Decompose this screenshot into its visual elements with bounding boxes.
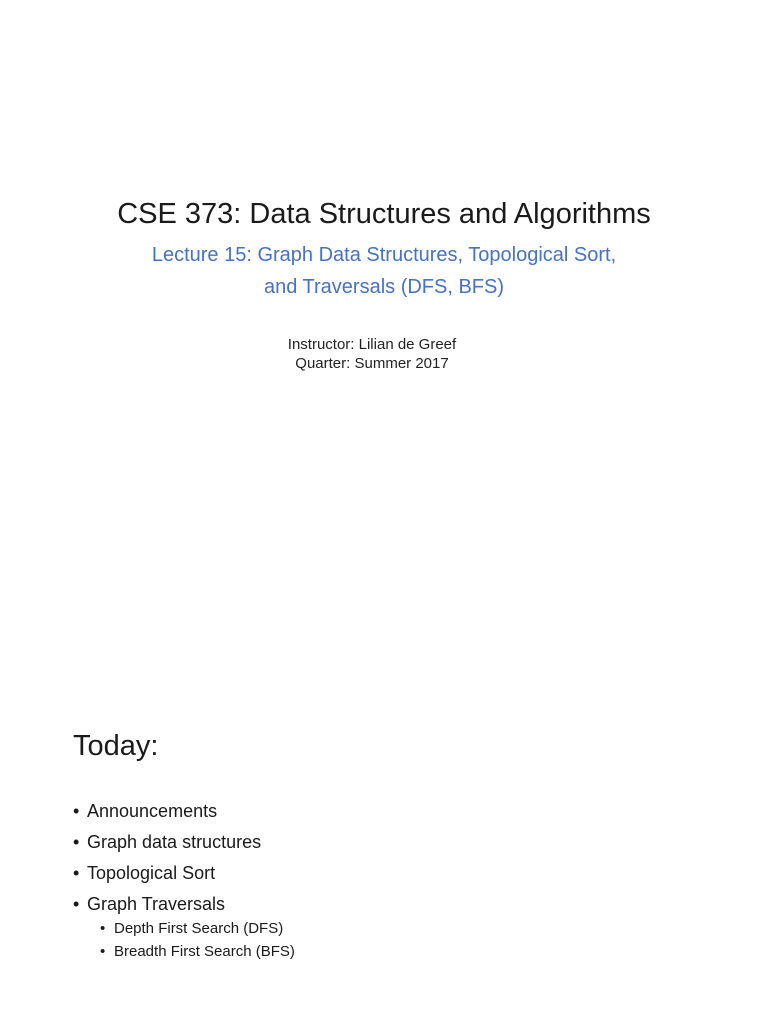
quarter-line: Quarter: Summer 2017: [295, 355, 449, 372]
lecture-subtitle-line-2: and Traversals (DFS, BFS): [263, 276, 505, 298]
lecture-subtitle-line-1: Lecture 15: Graph Data Structures, Topological Sort,: [151, 244, 617, 266]
agenda-item-label: Graph data structures: [87, 832, 262, 852]
course-title: CSE 373: Data Structures and Algorithms: [117, 198, 651, 230]
lecture-subtitle: [0, 239, 768, 303]
agenda-subitem: [100, 917, 295, 940]
agenda-item: [73, 858, 295, 889]
agenda-sublist: [87, 917, 295, 963]
agenda-subitem-label: Depth First Search (DFS): [114, 920, 284, 937]
agenda-subitem: [100, 940, 295, 963]
course-meta: [0, 335, 744, 373]
agenda-item-label: Topological Sort: [87, 863, 216, 883]
instructor-line: Instructor: Lilian de Greef: [287, 336, 457, 353]
agenda-item-label: Graph Traversals: [87, 894, 226, 914]
agenda-item: [73, 796, 295, 827]
agenda-item: [73, 827, 295, 858]
agenda-subitem-label: Breadth First Search (BFS): [114, 943, 295, 960]
agenda-list: [73, 796, 295, 963]
agenda-slide: [0, 512, 768, 1024]
agenda-item: [73, 889, 295, 963]
agenda-item-label: Announcements: [87, 801, 218, 821]
agenda-heading: Today:: [73, 730, 159, 762]
